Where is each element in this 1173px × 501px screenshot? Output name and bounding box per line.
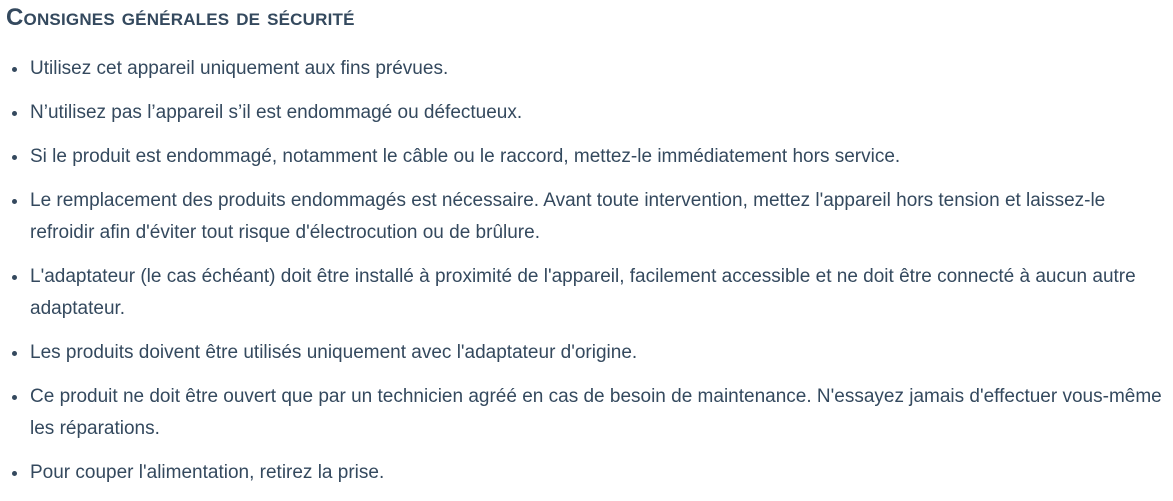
list-item-text: L'adaptateur (le cas échéant) doit être installé à proximité de l'appareil, facilement accessible et ne doit être connecté à aucun autre adaptateur. [30, 266, 1136, 319]
list-item-text: Si le produit est endommagé, notamment le câble ou le raccord, mettez-le immédiatement hors service. [30, 146, 901, 167]
bullet-icon [12, 395, 17, 400]
bullet-icon [12, 199, 17, 204]
list-item-text: N’utilisez pas l’appareil s’il est endommagé ou défectueux. [30, 102, 523, 123]
bullet-icon [12, 111, 17, 116]
list-item [0, 141, 1173, 173]
list-item [0, 457, 1173, 489]
list-item-text: Pour couper l'alimentation, retirez la prise. [30, 462, 385, 483]
list-item [0, 381, 1173, 445]
bullet-icon [12, 155, 17, 160]
list-item-text: Le remplacement des produits endommagés est nécessaire. Avant toute intervention, mettez l'appareil hors tension et laissez-le refroidir afin d'éviter tout risque d'électrocution ou de brûlure. [30, 190, 1106, 243]
list-item [0, 185, 1173, 249]
bullet-icon [12, 275, 17, 280]
bullet-icon [12, 67, 17, 72]
list-item [0, 97, 1173, 129]
safety-list [0, 53, 1173, 501]
list-item-text: Les produits doivent être utilisés uniquement avec l'adaptateur d'origine. [30, 342, 638, 363]
list-item-text: Ce produit ne doit être ouvert que par un technicien agréé en cas de besoin de maintenance. N'essayez jamais d'effectuer vous-même les réparations. [30, 386, 1162, 439]
bullet-icon [12, 351, 17, 356]
list-item [0, 337, 1173, 369]
section-title: Consignes générales de sécurité [6, 4, 355, 31]
bullet-icon [12, 471, 17, 476]
list-item [0, 53, 1173, 85]
list-item [0, 261, 1173, 325]
list-item-text: Utilisez cet appareil uniquement aux fins prévues. [30, 58, 449, 79]
